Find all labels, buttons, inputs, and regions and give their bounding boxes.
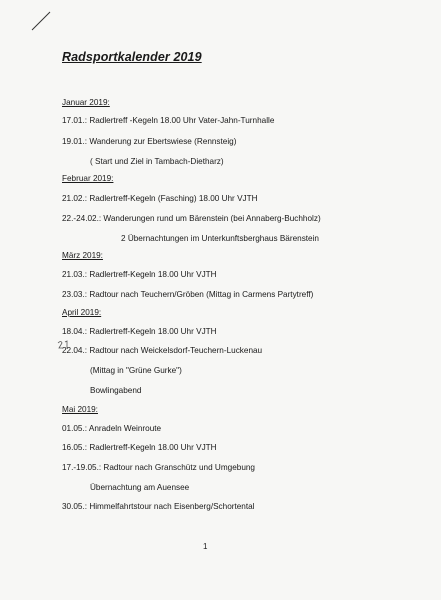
event-line: 16.05.: Radlertreff-Kegeln 18.00 Uhr VJTH bbox=[62, 443, 217, 452]
event-line: 22.04.: Radtour nach Weickelsdorf-Teuchern-Luckenau bbox=[62, 346, 263, 355]
event-detail-line: ( Start und Ziel in Tambach-Dietharz) bbox=[90, 157, 224, 166]
month-heading-april: April 2019: bbox=[62, 308, 102, 317]
pen-stroke-mark bbox=[30, 10, 52, 32]
event-line: 17.01.: Radlertreff -Kegeln 18.00 Uhr Vater-Jahn-Turnhalle bbox=[62, 116, 275, 125]
event-line: 23.03.: Radtour nach Teuchern/Gröben (Mittag in Carmens Partytreff) bbox=[62, 290, 314, 299]
event-line: 22.-24.02.: Wanderungen rund um Bärenstein (bei Annaberg-Buchholz) bbox=[62, 214, 321, 223]
event-detail-line: Bowlingabend bbox=[90, 386, 142, 395]
event-line: 19.01.: Wanderung zur Ebertswiese (Rennsteig) bbox=[62, 137, 237, 146]
document-title: Radsportkalender 2019 bbox=[62, 50, 202, 64]
event-line: 21.02.: Radlertreff-Kegeln (Fasching) 18.00 Uhr VJTH bbox=[62, 194, 258, 203]
page-number: 1 bbox=[203, 542, 208, 551]
month-heading-februar: Februar 2019: bbox=[62, 174, 114, 183]
month-heading-januar: Januar 2019: bbox=[62, 98, 110, 107]
event-line: 01.05.: Anradeln Weinroute bbox=[62, 424, 162, 433]
event-line: 17.-19.05.: Radtour nach Granschütz und Umgebung bbox=[62, 463, 255, 472]
event-detail-line: Übernachtung am Auensee bbox=[90, 483, 190, 492]
month-heading-mai: Mai 2019: bbox=[62, 405, 98, 414]
event-line: 30.05.: Himmelfahrtstour nach Eisenberg/Schortental bbox=[62, 502, 255, 511]
event-detail-line: (Mittag in "Grüne Gurke") bbox=[90, 366, 182, 375]
event-line: 21.03.: Radlertreff-Kegeln 18.00 Uhr VJTH bbox=[62, 270, 217, 279]
event-detail-line: 2 Übernachtungen im Unterkunftsberghaus Bärenstein bbox=[121, 234, 319, 243]
month-heading-maerz: März 2019: bbox=[62, 251, 103, 260]
event-line: 18.04.: Radlertreff-Kegeln 18.00 Uhr VJTH bbox=[62, 327, 217, 336]
